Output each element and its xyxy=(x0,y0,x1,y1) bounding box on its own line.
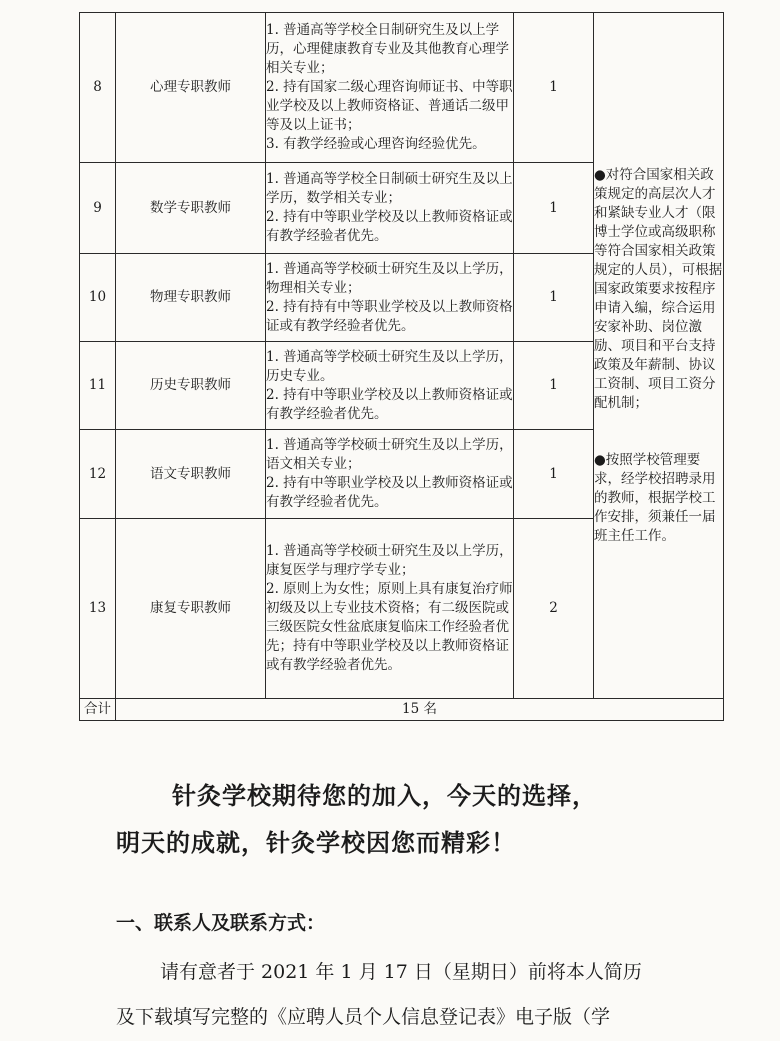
requirements-cell xyxy=(266,342,514,430)
requirement-line: 2. 持有持有中等职业学校及以上教师资格证或有教学经验者优先。 xyxy=(266,298,513,334)
requirement-line: 2. 持有中等职业学校及以上教师资格证或有教学经验者优先。 xyxy=(266,475,513,510)
headcount: 2 xyxy=(514,519,594,699)
position-name: 语文专职教师 xyxy=(116,430,266,519)
row-number: 12 xyxy=(80,430,116,519)
headcount: 1 xyxy=(514,13,594,163)
paragraph-line-1: 请有意者于 2021 年 1 月 17 日（星期日）前将本人简历 xyxy=(160,961,642,983)
requirement-line: 3. 有教学经验或心理咨询经验优先。 xyxy=(266,136,486,152)
position-name: 康复专职教师 xyxy=(116,519,266,699)
requirements-cell xyxy=(266,13,514,163)
slogan-line-2: 明天的成就，针灸学校因您而精彩！ xyxy=(116,829,516,857)
requirement-line: 1. 普通高等学校硕士研究生及以上学历，历史专业。 xyxy=(266,348,513,384)
headcount: 1 xyxy=(514,163,594,254)
row-number: 13 xyxy=(80,519,116,699)
position-name: 物理专职教师 xyxy=(116,254,266,342)
note-paragraph: ●对符合国家相关政策规定的高层次人才和紧缺专业人才（限博士学位或高级职称等符合国家相关政策规定的人员），可根据国家政策要求按程序申请入编，综合运用安家补助、岗位激励、项目和平台支持政策及年薪制、协议工资制、项目工资分配机制； xyxy=(594,166,723,411)
requirement-line: 2. 持有中等职业学校及以上教师资格证或有教学经验者优先。 xyxy=(266,209,513,244)
table-row xyxy=(80,13,724,163)
row-number: 9 xyxy=(80,163,116,254)
total-row xyxy=(80,699,724,721)
note-paragraph: ●按照学校管理要求，经学校招聘录用的教师，根据学校工作安排，须兼任一届班主任工作。 xyxy=(594,451,716,544)
notes-cell xyxy=(594,13,724,699)
slogan-line-1: 针灸学校期待您的加入，今天的选择， xyxy=(172,782,597,810)
requirement-line: 2. 原则上为女性；原则上具有康复治疗师初级及以上专业技术资格；有二级医院或三级医院女性盆底康复临床工作经验者优先；持有中等职业学校及以上教师资格证或有教学经验者优先。 xyxy=(266,581,513,673)
recruitment-table xyxy=(79,12,724,721)
requirement-line: 2. 持有国家二级心理咨询师证书、中等职业学校及以上教师资格证、普通话二级甲等及以上证书； xyxy=(266,79,513,133)
position-name: 数学专职教师 xyxy=(116,163,266,254)
requirement-line: 1. 普通高等学校硕士研究生及以上学历，康复医学与理疗学专业； xyxy=(266,543,513,578)
headcount: 1 xyxy=(514,254,594,342)
section-heading: 一、联系人及联系方式： xyxy=(116,912,326,934)
requirement-line: 2. 持有中等职业学校及以上教师资格证或有教学经验者优先。 xyxy=(266,386,513,422)
total-label: 合计 xyxy=(80,699,116,721)
total-value: 15 名 xyxy=(116,699,724,721)
requirements-cell xyxy=(266,430,514,519)
row-number: 10 xyxy=(80,254,116,342)
requirement-line: 1. 普通高等学校全日制硕士研究生及以上学历，数学相关专业； xyxy=(266,171,513,206)
position-name: 历史专职教师 xyxy=(116,342,266,430)
requirements-cell xyxy=(266,519,514,699)
headcount: 1 xyxy=(514,342,594,430)
paragraph-line-2: 及下载填写完整的《应聘人员个人信息登记表》电子版（学 xyxy=(116,1006,611,1028)
requirements-cell xyxy=(266,163,514,254)
headcount: 1 xyxy=(514,430,594,519)
requirement-line: 1. 普通高等学校硕士研究生及以上学历，物理相关专业； xyxy=(266,260,513,296)
requirements-cell xyxy=(266,254,514,342)
row-number: 8 xyxy=(80,13,116,163)
row-number: 11 xyxy=(80,342,116,430)
requirement-line: 1. 普通高等学校全日制研究生及以上学历，心理健康教育专业及其他教育心理学相关专业； xyxy=(266,22,509,76)
requirement-line: 1. 普通高等学校硕士研究生及以上学历，语文相关专业； xyxy=(266,437,513,472)
position-name: 心理专职教师 xyxy=(116,13,266,163)
